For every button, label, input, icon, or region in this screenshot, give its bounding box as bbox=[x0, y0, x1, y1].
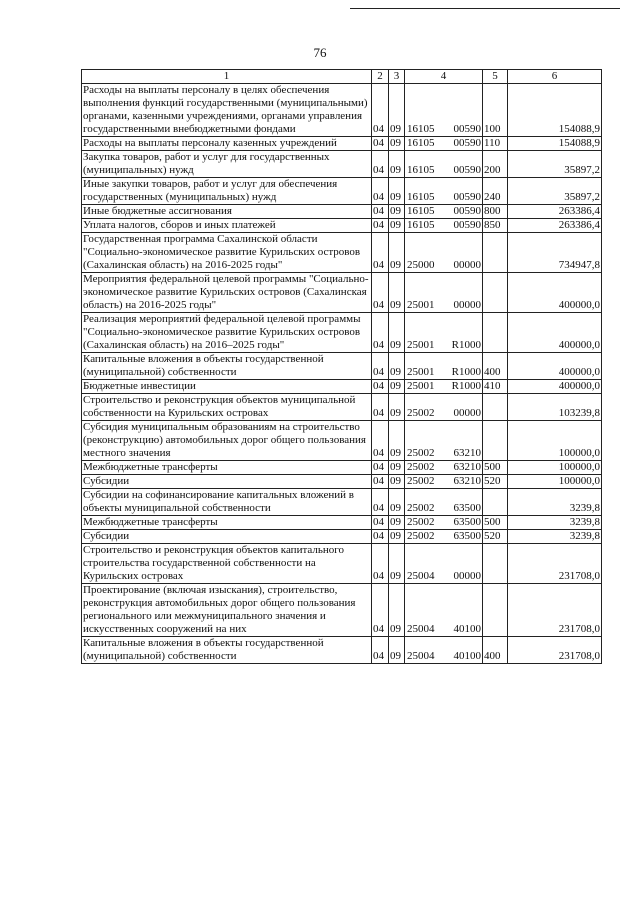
row-amount: 231708,0 bbox=[508, 544, 602, 584]
row-subsection: 09 bbox=[389, 137, 405, 151]
row-expense-type: 500 bbox=[483, 461, 508, 475]
target-article-direction: 63500 bbox=[453, 502, 481, 514]
table-row bbox=[82, 637, 602, 664]
row-section: 04 bbox=[372, 516, 389, 530]
row-amount: 3239,8 bbox=[508, 516, 602, 530]
table-row bbox=[82, 380, 602, 394]
target-article-program: 25001 bbox=[407, 339, 435, 351]
row-name: Иные закупки товаров, работ и услуг для обеспечения государственных (муниципальных) нужд bbox=[82, 178, 372, 205]
row-name: Субсидии bbox=[82, 530, 372, 544]
table-header-row bbox=[82, 70, 602, 84]
row-expense-type: 400 bbox=[483, 637, 508, 664]
row-target-article bbox=[405, 84, 483, 137]
row-expense-type: 410 bbox=[483, 380, 508, 394]
row-name: Капитальные вложения в объекты государственной (муниципальной) собственности bbox=[82, 353, 372, 380]
row-amount: 35897,2 bbox=[508, 178, 602, 205]
row-subsection: 09 bbox=[389, 313, 405, 353]
table-row bbox=[82, 461, 602, 475]
row-subsection: 09 bbox=[389, 489, 405, 516]
row-amount: 231708,0 bbox=[508, 637, 602, 664]
target-article-program: 25000 bbox=[407, 259, 435, 271]
row-expense-type: 850 bbox=[483, 219, 508, 233]
table-row bbox=[82, 530, 602, 544]
row-amount: 154088,9 bbox=[508, 137, 602, 151]
table-row bbox=[82, 489, 602, 516]
table-row bbox=[82, 151, 602, 178]
target-article-program: 25002 bbox=[407, 475, 435, 487]
target-article-program: 16105 bbox=[407, 123, 435, 135]
row-target-article bbox=[405, 151, 483, 178]
target-article-direction: 63210 bbox=[453, 447, 481, 459]
row-target-article bbox=[405, 394, 483, 421]
target-article-direction: 63500 bbox=[453, 530, 481, 542]
page-number: 76 bbox=[313, 45, 327, 60]
row-target-article bbox=[405, 273, 483, 313]
table-row bbox=[82, 273, 602, 313]
row-section: 04 bbox=[372, 178, 389, 205]
row-amount: 400000,0 bbox=[508, 313, 602, 353]
row-subsection: 09 bbox=[389, 84, 405, 137]
table-row bbox=[82, 584, 602, 637]
column-header: 6 bbox=[508, 70, 602, 84]
target-article-program: 25001 bbox=[407, 380, 435, 392]
target-article-program: 25002 bbox=[407, 447, 435, 459]
row-amount: 154088,9 bbox=[508, 84, 602, 137]
table-row bbox=[82, 516, 602, 530]
table-row bbox=[82, 394, 602, 421]
row-target-article bbox=[405, 544, 483, 584]
row-target-article bbox=[405, 475, 483, 489]
row-target-article bbox=[405, 137, 483, 151]
row-target-article bbox=[405, 353, 483, 380]
row-name: Мероприятия федеральной целевой программы "Социально-экономическое развитие Курильских островов (Сахалинская область) на 2016-2025 годы" bbox=[82, 273, 372, 313]
row-section: 04 bbox=[372, 205, 389, 219]
row-name: Бюджетные инвестиции bbox=[82, 380, 372, 394]
row-subsection: 09 bbox=[389, 637, 405, 664]
table-row bbox=[82, 313, 602, 353]
row-expense-type: 100 bbox=[483, 84, 508, 137]
row-name: Строительство и реконструкция объектов муниципальной собственности на Курильских островах bbox=[82, 394, 372, 421]
row-subsection: 09 bbox=[389, 394, 405, 421]
target-article-direction: 40100 bbox=[453, 650, 481, 662]
target-article-program: 16105 bbox=[407, 164, 435, 176]
target-article-program: 25002 bbox=[407, 407, 435, 419]
row-expense-type: 240 bbox=[483, 178, 508, 205]
row-name: Субсидии на софинансирование капитальных вложений в объекты муниципальной собственности bbox=[82, 489, 372, 516]
target-article-program: 16105 bbox=[407, 205, 435, 217]
row-amount: 734947,8 bbox=[508, 233, 602, 273]
row-expense-type: 520 bbox=[483, 530, 508, 544]
row-target-article bbox=[405, 530, 483, 544]
row-name: Реализация мероприятий федеральной целевой программы "Социально-экономическое развитие Курильских островов (Сахалинская область) на 2016–2025 годы" bbox=[82, 313, 372, 353]
column-header: 1 bbox=[82, 70, 372, 84]
target-article-program: 16105 bbox=[407, 191, 435, 203]
row-target-article bbox=[405, 584, 483, 637]
row-expense-type bbox=[483, 544, 508, 584]
row-expense-type: 500 bbox=[483, 516, 508, 530]
row-name: Уплата налогов, сборов и иных платежей bbox=[82, 219, 372, 233]
row-subsection: 09 bbox=[389, 233, 405, 273]
table-row bbox=[82, 137, 602, 151]
row-subsection: 09 bbox=[389, 475, 405, 489]
row-amount: 263386,4 bbox=[508, 219, 602, 233]
row-amount: 400000,0 bbox=[508, 380, 602, 394]
row-subsection: 09 bbox=[389, 380, 405, 394]
row-subsection: 09 bbox=[389, 584, 405, 637]
table-row bbox=[82, 353, 602, 380]
row-name: Субсидии bbox=[82, 475, 372, 489]
column-header: 3 bbox=[389, 70, 405, 84]
row-section: 04 bbox=[372, 530, 389, 544]
row-name: Расходы на выплаты персоналу в целях обеспечения выполнения функций государственными (муниципальными) органами, казенными учреждениями, органами управления государственными внебюджетными фондами bbox=[82, 84, 372, 137]
row-section: 04 bbox=[372, 137, 389, 151]
row-target-article bbox=[405, 219, 483, 233]
target-article-direction: 00590 bbox=[453, 205, 481, 217]
target-article-program: 25004 bbox=[407, 650, 435, 662]
target-article-direction: 00590 bbox=[453, 191, 481, 203]
row-subsection: 09 bbox=[389, 544, 405, 584]
row-section: 04 bbox=[372, 151, 389, 178]
target-article-direction: 63210 bbox=[453, 475, 481, 487]
row-section: 04 bbox=[372, 273, 389, 313]
target-article-program: 16105 bbox=[407, 137, 435, 149]
row-target-article bbox=[405, 489, 483, 516]
table-row bbox=[82, 205, 602, 219]
row-section: 04 bbox=[372, 461, 389, 475]
row-expense-type bbox=[483, 273, 508, 313]
row-amount: 100000,0 bbox=[508, 421, 602, 461]
row-target-article bbox=[405, 516, 483, 530]
row-target-article bbox=[405, 178, 483, 205]
target-article-program: 25001 bbox=[407, 299, 435, 311]
row-section: 04 bbox=[372, 475, 389, 489]
target-article-program: 25002 bbox=[407, 516, 435, 528]
row-amount: 263386,4 bbox=[508, 205, 602, 219]
row-target-article bbox=[405, 637, 483, 664]
row-amount: 100000,0 bbox=[508, 461, 602, 475]
row-subsection: 09 bbox=[389, 219, 405, 233]
column-header: 2 bbox=[372, 70, 389, 84]
row-section: 04 bbox=[372, 544, 389, 584]
row-name: Межбюджетные трансферты bbox=[82, 516, 372, 530]
column-header: 4 bbox=[405, 70, 483, 84]
row-expense-type bbox=[483, 421, 508, 461]
table-row bbox=[82, 475, 602, 489]
row-section: 04 bbox=[372, 489, 389, 516]
row-subsection: 09 bbox=[389, 461, 405, 475]
row-name: Проектирование (включая изыскания), строительство, реконструкция автомобильных дорог общего пользования регионального или межмуниципального значения и искусственных сооружений на них bbox=[82, 584, 372, 637]
row-target-article bbox=[405, 380, 483, 394]
target-article-direction: 00000 bbox=[453, 259, 481, 271]
target-article-direction: 40100 bbox=[453, 623, 481, 635]
row-target-article bbox=[405, 313, 483, 353]
row-expense-type bbox=[483, 394, 508, 421]
row-target-article bbox=[405, 421, 483, 461]
table-row bbox=[82, 421, 602, 461]
row-name: Иные бюджетные ассигнования bbox=[82, 205, 372, 219]
row-section: 04 bbox=[372, 353, 389, 380]
row-target-article bbox=[405, 233, 483, 273]
row-expense-type: 520 bbox=[483, 475, 508, 489]
row-amount: 400000,0 bbox=[508, 273, 602, 313]
row-subsection: 09 bbox=[389, 516, 405, 530]
row-subsection: 09 bbox=[389, 151, 405, 178]
row-amount: 100000,0 bbox=[508, 475, 602, 489]
table-row bbox=[82, 178, 602, 205]
row-name: Расходы на выплаты персоналу казенных учреждений bbox=[82, 137, 372, 151]
row-name: Строительство и реконструкция объектов капитального строительства государственной собственности на Курильских островах bbox=[82, 544, 372, 584]
target-article-direction: 63210 bbox=[453, 461, 481, 473]
row-subsection: 09 bbox=[389, 178, 405, 205]
row-section: 04 bbox=[372, 637, 389, 664]
target-article-program: 25004 bbox=[407, 623, 435, 635]
target-article-direction: R1000 bbox=[451, 366, 481, 378]
row-name: Закупка товаров, работ и услуг для государственных (муниципальных) нужд bbox=[82, 151, 372, 178]
target-article-program: 25002 bbox=[407, 530, 435, 542]
target-article-direction: R1000 bbox=[451, 339, 481, 351]
row-name: Капитальные вложения в объекты государственной (муниципальной) собственности bbox=[82, 637, 372, 664]
row-name: Государственная программа Сахалинской области "Социально-экономическое развитие Курильских островов (Сахалинская область) на 2016-2025 годы" bbox=[82, 233, 372, 273]
row-target-article bbox=[405, 205, 483, 219]
target-article-direction: 00590 bbox=[453, 137, 481, 149]
table-row bbox=[82, 233, 602, 273]
target-article-direction: 00590 bbox=[453, 219, 481, 231]
table-row bbox=[82, 84, 602, 137]
target-article-direction: 00000 bbox=[453, 570, 481, 582]
row-section: 04 bbox=[372, 421, 389, 461]
row-expense-type bbox=[483, 584, 508, 637]
row-amount: 35897,2 bbox=[508, 151, 602, 178]
row-section: 04 bbox=[372, 313, 389, 353]
row-section: 04 bbox=[372, 584, 389, 637]
row-expense-type: 110 bbox=[483, 137, 508, 151]
row-subsection: 09 bbox=[389, 353, 405, 380]
target-article-program: 16105 bbox=[407, 219, 435, 231]
target-article-direction: 00000 bbox=[453, 299, 481, 311]
top-rule bbox=[350, 8, 620, 9]
row-section: 04 bbox=[372, 219, 389, 233]
row-expense-type bbox=[483, 313, 508, 353]
target-article-direction: 00000 bbox=[453, 407, 481, 419]
row-name: Субсидия муниципальным образованиям на строительство (реконструкцию) автомобильных дорог общего пользования местного значения bbox=[82, 421, 372, 461]
table-row bbox=[82, 544, 602, 584]
row-section: 04 bbox=[372, 233, 389, 273]
target-article-direction: 63500 bbox=[453, 516, 481, 528]
target-article-program: 25002 bbox=[407, 502, 435, 514]
table-row bbox=[82, 219, 602, 233]
row-expense-type: 400 bbox=[483, 353, 508, 380]
row-amount: 400000,0 bbox=[508, 353, 602, 380]
row-expense-type bbox=[483, 489, 508, 516]
row-expense-type: 800 bbox=[483, 205, 508, 219]
row-subsection: 09 bbox=[389, 421, 405, 461]
row-subsection: 09 bbox=[389, 530, 405, 544]
target-article-direction: 00590 bbox=[453, 164, 481, 176]
row-expense-type: 200 bbox=[483, 151, 508, 178]
row-section: 04 bbox=[372, 394, 389, 421]
row-subsection: 09 bbox=[389, 273, 405, 313]
row-amount: 3239,8 bbox=[508, 530, 602, 544]
row-section: 04 bbox=[372, 380, 389, 394]
target-article-program: 25002 bbox=[407, 461, 435, 473]
budget-table bbox=[81, 69, 602, 664]
row-subsection: 09 bbox=[389, 205, 405, 219]
target-article-program: 25004 bbox=[407, 570, 435, 582]
row-section: 04 bbox=[372, 84, 389, 137]
target-article-program: 25001 bbox=[407, 366, 435, 378]
target-article-direction: R1000 bbox=[451, 380, 481, 392]
row-amount: 231708,0 bbox=[508, 584, 602, 637]
row-amount: 103239,8 bbox=[508, 394, 602, 421]
row-name: Межбюджетные трансферты bbox=[82, 461, 372, 475]
column-header: 5 bbox=[483, 70, 508, 84]
target-article-direction: 00590 bbox=[453, 123, 481, 135]
row-amount: 3239,8 bbox=[508, 489, 602, 516]
row-target-article bbox=[405, 461, 483, 475]
row-expense-type bbox=[483, 233, 508, 273]
